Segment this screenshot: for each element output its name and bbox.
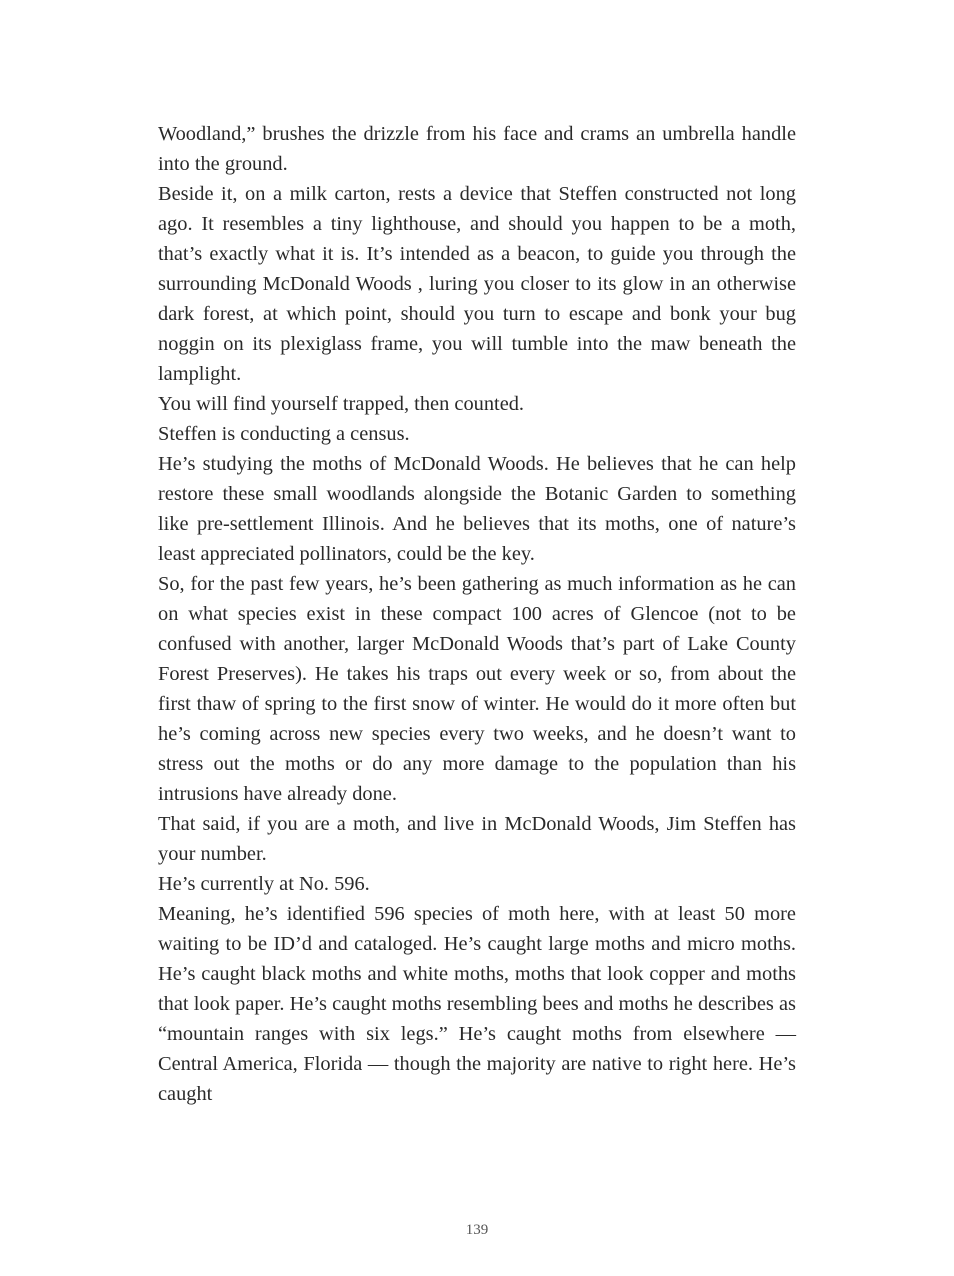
body-text — [158, 119, 796, 1109]
page-number: 139 — [465, 1222, 489, 1238]
paragraph-last: Meaning, he’s identified 596 species of moth here, with at least 50 more waiting to be ID’d and cataloged. He’s caught large moths and micro moths. He’s caught black moths and white moths, moths that look copper and moths that look paper. He’s caught moths resembling bees and moths he describes as “mountain ranges with six legs.” He’s caught moths from elsewhere — Central America, Florida — though the majority are native to right here. He’s caught — [158, 903, 796, 1105]
paragraph: You will find yourself trapped, then counted. — [158, 393, 525, 415]
paragraph: Beside it, on a milk carton, rests a device that Steffen constructed not long ago. It resembles a tiny lighthouse, and should you happen to be a moth, that’s exactly what it is. It’s intended as a beacon, to guide you through the surrounding McDonald Woods , luring you closer to its glow in an otherwise dark forest, at which point, should you turn to escape and bonk your bug noggin on its plexiglass frame, you will tumble into the maw beneath the lamplight. — [158, 183, 796, 385]
paragraph: Steffen is conducting a census. — [158, 423, 410, 445]
paragraph: Woodland,” brushes the drizzle from his face and crams an umbrella handle into the ground. — [158, 123, 796, 175]
paragraph: He’s studying the moths of McDonald Woods. He believes that he can help restore these small woodlands alongside the Botanic Garden to something like pre-settlement Illinois. And he believes that its moths, one of nature’s least appreciated pollinators, could be the key. — [158, 453, 796, 565]
paragraph: That said, if you are a moth, and live in McDonald Woods, Jim Steffen has your number. — [158, 813, 796, 865]
paragraph: He’s currently at No. 596. — [158, 873, 370, 895]
paragraph: So, for the past few years, he’s been gathering as much information as he can on what species exist in these compact 100 acres of Glencoe (not to be confused with another, larger McDonald Woods that’s part of Lake County Forest Preserves). He takes his traps out every week or so, from about the first thaw of spring to the first snow of winter. He would do it more often but he’s coming across new species every two weeks, and he doesn’t want to stress out the moths or do any more damage to the population than his intrusions have already done. — [158, 573, 796, 805]
